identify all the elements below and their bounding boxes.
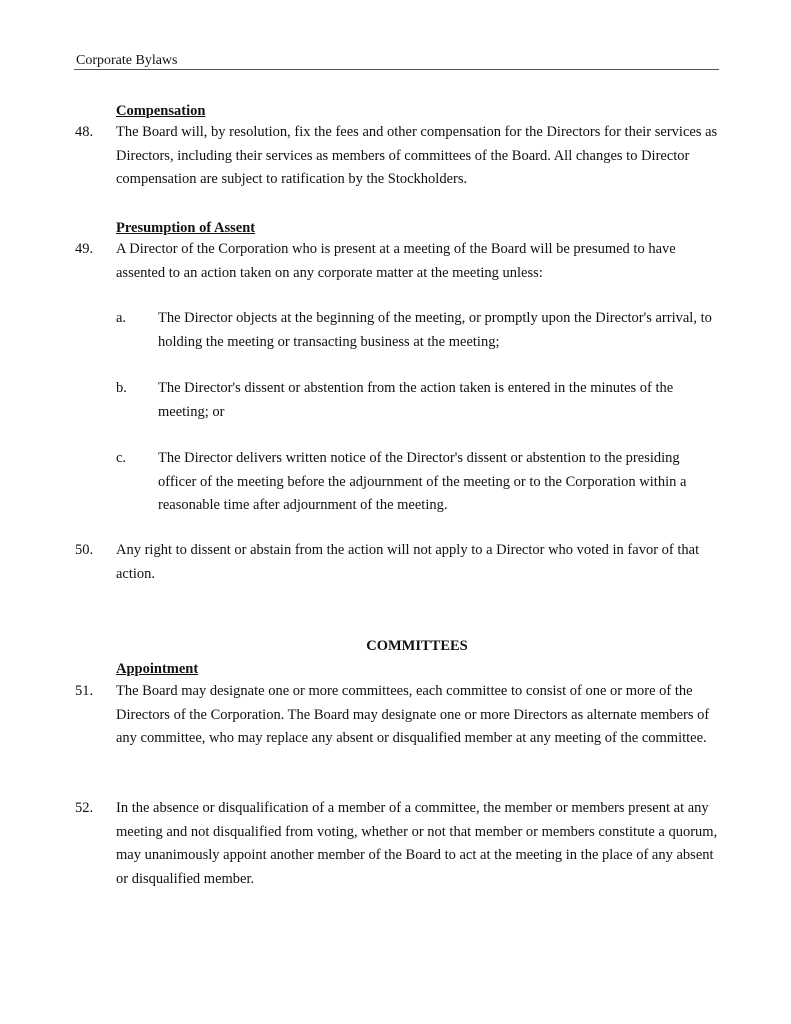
header-title: Corporate Bylaws xyxy=(76,53,178,68)
paragraph-51: The Board may designate one or more committees, each committee to consist of one or more of the Directors of the Corporation. The Board may designate one or more Directors as alternate members of any committee, who may replace any absent or disqualified member at any meeting of the committee. xyxy=(116,683,710,746)
paragraph-number-50: 50. xyxy=(75,542,94,558)
paragraph-number-52: 52. xyxy=(75,800,94,816)
subitem-letter-b: b. xyxy=(116,380,127,396)
paragraph-number-48: 48. xyxy=(75,124,94,140)
heading-presumption-of-assent: Presumption of Assent xyxy=(116,220,256,236)
subitem-b: The Director's dissent or abstention from the action taken is entered in the minutes of the meeting; or xyxy=(158,380,674,420)
heading-appointment: Appointment xyxy=(116,661,199,677)
header-divider xyxy=(74,69,719,70)
heading-compensation: Compensation xyxy=(116,103,206,119)
paragraph-number-49: 49. xyxy=(75,241,94,257)
subitem-letter-a: a. xyxy=(116,310,127,326)
section-title-committees: COMMITTEES xyxy=(366,638,468,654)
paragraph-50: Any right to dissent or abstain from the action will not apply to a Director who voted in favor of that action. xyxy=(116,542,700,582)
subitem-a: The Director objects at the beginning of the meeting, or promptly upon the Director's arrival, to holding the meeting or transacting business at the meeting; xyxy=(158,310,712,350)
subitem-c: The Director delivers written notice of the Director's dissent or abstention to the presiding officer of the meeting before the adjournment of the meeting or to the Corporation within a reasonable time after adjournment of the meeting. xyxy=(158,450,687,513)
paragraph-48: The Board will, by resolution, fix the fees and other compensation for the Directors for their services as Directors, including their services as members of committees of the Board. All changes to Director compensation are subject to ratification by the Stockholders. xyxy=(116,124,718,187)
subitem-letter-c: c. xyxy=(116,450,127,466)
paragraph-52: In the absence or disqualification of a member of a committee, the member or members present at any meeting and not disqualified from voting, whether or not that member or members constitute a quorum, may unanimously appoint another member of the Board to act at the meeting in the place of any absent or disqualified member. xyxy=(116,800,718,887)
paragraph-number-51: 51. xyxy=(75,683,94,699)
paragraph-49: A Director of the Corporation who is present at a meeting of the Board will be presumed to have assented to an action taken on any corporate matter at the meeting unless: xyxy=(116,241,676,281)
